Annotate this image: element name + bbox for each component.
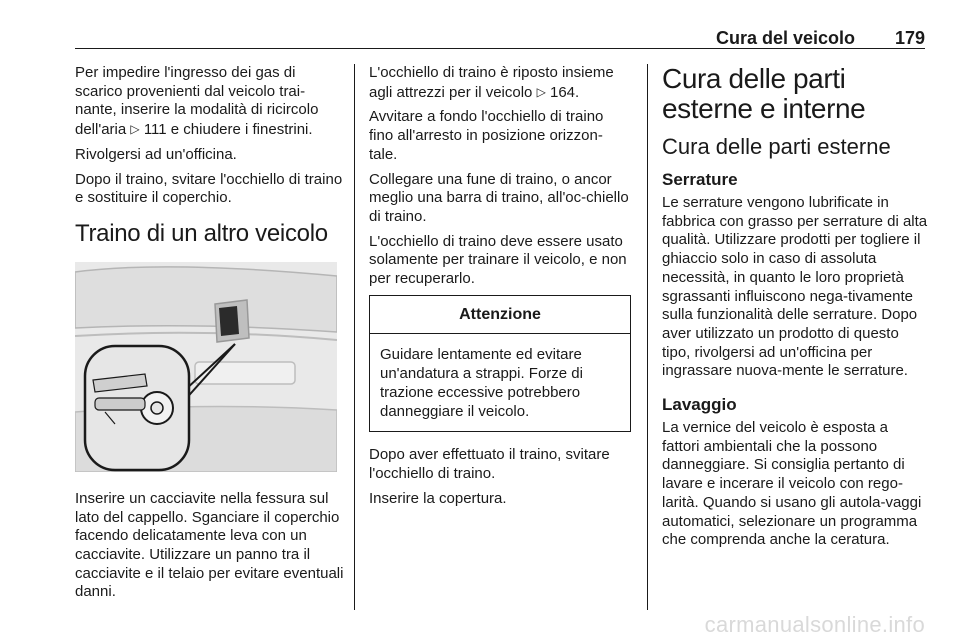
paragraph-washing: La vernice del veicolo è esposta a fattori ambientali che la possono danneggiare. Si consiglia pertanto di lavare e incerare il veicolo con rego-larità. Quando si usano gli autola-vaggi automatici, selezionare un programma che comprenda anche la ceratura.: [662, 419, 922, 549]
column-middle: [369, 64, 631, 514]
towing-eye-illustration: [75, 262, 337, 472]
header-rule: [75, 48, 925, 49]
paragraph-storage: [369, 64, 631, 102]
heading-towing-another-vehicle: Traino di un altro veicolo: [75, 219, 328, 247]
paragraph-usage-limit: L'occhiello di traino deve essere usato solamente per trainare il veicolo, e non per recuperarlo.: [369, 232, 627, 288]
column-left: [75, 64, 345, 608]
paragraph-workshop: Rivolgersi ad un'officina.: [75, 145, 237, 163]
page-reference[interactable]: 164.: [549, 83, 580, 101]
text-fragment: Per impedire l'ingresso dei gas di scarico provenienti dal veicolo trai-nante, inserire la modalità di ricircolo dell'aria: [75, 64, 319, 139]
column-divider-2: [647, 64, 648, 610]
heading-locks: Serrature: [662, 170, 738, 189]
paragraph-recirculation: [75, 64, 345, 140]
column-divider-1: [354, 64, 355, 610]
page-reference[interactable]: 111: [143, 121, 167, 139]
page-reference-arrow-icon: ▷: [536, 84, 546, 99]
page-number: 179: [894, 28, 925, 48]
page-header: [75, 26, 925, 52]
text-fragment: e chiudere i finestrini.: [166, 121, 313, 139]
watermark: carmanualsonline.info: [704, 612, 925, 637]
paragraph-insert-cover: Inserire la copertura.: [369, 489, 507, 507]
paragraph-screwdriver: Inserire un cacciavite nella fessura sul lato del cappello. Sganciare il coperchio facendo delicatamente leva con un cacciavite. Utilizzare un panno tra il cacciavite e il telaio per evitare eventuali danni.: [75, 489, 344, 601]
paragraph-locks: Le serrature vengono lubrificate in fabbrica con grasso per serrature di alta qualità. Utilizzare prodotti per togliere il ghiaccio solo in caso di assoluta necessità, in quanto le loro proprietà sgrassanti influiscono nega-tivamente sulla funzionalità delle serrature. Dopo aver utilizzato un prodotto di questo tipo, rivolgersi ad un'officina per ingrassare nuova-mente le serrature.: [662, 194, 928, 380]
warning-body: Guidare lentamente ed evitare un'andatura a strappi. Forze di trazione eccessive potrebbero danneggiare il veicolo.: [380, 346, 583, 420]
paragraph-unscrew: Dopo aver effettuato il traino, svitare l'occhiello di traino.: [369, 446, 610, 482]
column-right: [662, 64, 928, 556]
paragraph-screw-in: Avvitare a fondo l'occhiello di traino fino all'arresto in posizione orizzon-tale.: [369, 108, 604, 163]
chapter-heading: Cura delle parti esterne e interne: [662, 63, 866, 124]
text-fragment: L'occhiello di traino è riposto insieme agli attrezzi per il veicolo: [369, 64, 614, 101]
subheading-exterior-care: Cura delle parti esterne: [662, 134, 891, 159]
warning-title: Attenzione: [370, 296, 630, 335]
page-reference-arrow-icon: ▷: [130, 122, 140, 137]
section-title: Cura del veicolo: [715, 28, 855, 48]
paragraph-attach-rope: Collegare una fune di traino, o ancor meglio una barra di traino, all'oc-chiello di traino.: [369, 170, 629, 225]
heading-washing: Lavaggio: [662, 395, 737, 415]
warning-box: [369, 295, 631, 433]
paragraph-after-towing: Dopo il traino, svitare l'occhiello di traino e sostituire il coperchio.: [75, 170, 343, 207]
